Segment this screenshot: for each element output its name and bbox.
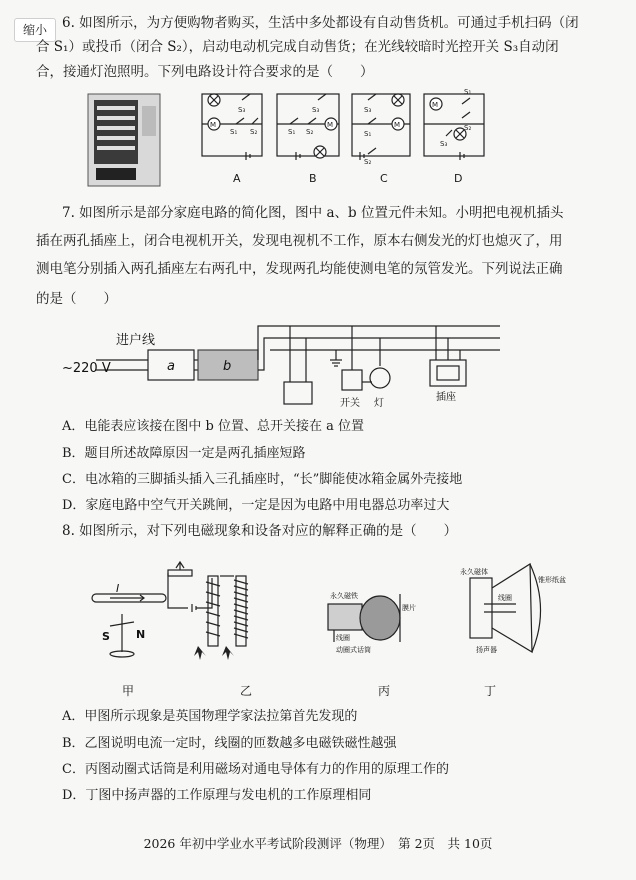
circuit-b-label: B <box>309 172 317 185</box>
svg-text:S₁: S₁ <box>464 88 472 96</box>
q7-option-d[interactable]: D．家庭电路中空气开关跳闸，一定是因为电路中用电器总功率过大 <box>62 498 450 513</box>
q8-option-d[interactable]: D．丁图中扬声器的工作原理与发电机的工作原理相同 <box>62 788 372 803</box>
page-footer: 2026 年初中学业水平考试阶段测评（物理） 第 2页 共 10页 <box>143 836 493 851</box>
box-b-label: b <box>223 359 232 374</box>
speaker-name-label: 扬声器 <box>476 646 497 654</box>
svg-text:S₃: S₃ <box>312 106 320 114</box>
svg-text:S₃: S₃ <box>238 106 246 114</box>
speaker-magnet-label: 永久磁体 <box>460 568 488 576</box>
q7-line-4: 的是（ ） <box>36 291 117 307</box>
svg-text:M: M <box>432 101 439 109</box>
speaker-coil-label: 线圈 <box>498 594 512 602</box>
svg-text:S₂: S₂ <box>364 158 372 164</box>
q7-line-3: 测电笔分别插入两孔插座左右两孔中，发现两孔均能使测电笔的氖管发光。下列说法正确 <box>36 261 563 277</box>
svg-text:S₁: S₁ <box>288 128 296 136</box>
q7-line-2: 插在两孔插座上，闭合电视机开关，发现电视机不工作，原本右侧发光的灯也熄灭了，用 <box>36 233 563 249</box>
svg-text:M: M <box>327 121 334 129</box>
lamp-label: 灯 <box>374 398 384 409</box>
incoming-line-label: 进户线 <box>116 333 156 348</box>
q8-option-b[interactable]: B．乙图说明电流一定时，线圈的匝数越多电磁铁磁性越强 <box>62 736 397 751</box>
q8-option-a[interactable]: A．甲图所示现象是英国物理学家法拉第首先发现的 <box>62 709 358 724</box>
vending-machine-image <box>86 92 162 188</box>
svg-text:M: M <box>210 121 217 129</box>
house-circuit-figure <box>60 316 520 416</box>
q6-line-3: 合，接通灯泡照明。下列电路设计符合要求的是（ ） <box>36 64 374 80</box>
mic-diaphragm-label: 膜片 <box>402 604 416 612</box>
svg-text:S₂: S₂ <box>464 124 472 132</box>
mic-name-label: 动圈式话筒 <box>336 646 371 654</box>
fig-bing-label: 丙 <box>378 684 391 698</box>
svg-text:S₃: S₃ <box>440 140 448 148</box>
speaker-cone-label: 锥形纸盆 <box>538 576 566 584</box>
socket-label: 插座 <box>436 392 456 403</box>
circuit-a-label: A <box>233 172 241 185</box>
q8-stem: 8. 如图所示，对下列电磁现象和设备对应的解释正确的是（ ） <box>62 523 458 539</box>
south-pole-label: S <box>102 630 110 643</box>
circuit-d-label: D <box>454 172 463 185</box>
q7-line-1: 7. 如图所示是部分家庭电路的简化图，图中 a、b 位置元件未知。小明把电视机插头 <box>62 205 564 221</box>
svg-text:M: M <box>394 121 401 129</box>
q8-figures <box>80 548 580 678</box>
mic-coil-label: 线圈 <box>336 634 350 642</box>
voltage-label: ~220 V <box>62 361 111 376</box>
fig-jia-label: 甲 <box>122 684 135 698</box>
q7-option-b[interactable]: B．题目所述故障原因一定是两孔插座短路 <box>62 446 306 461</box>
q6-line-2: 合 S₁）或投币（闭合 S₂），启动电动机完成自动售货；在光线较暗时光控开关 S₃自动闭 <box>36 39 559 55</box>
q8-option-c[interactable]: C．丙图动圈式话筒是利用磁场对通电导体有力的作用的原理工作的 <box>62 762 449 777</box>
fig-yi-label: 乙 <box>240 684 253 698</box>
current-label: I <box>116 582 120 595</box>
box-a-label: a <box>167 359 175 374</box>
switch-label: 开关 <box>340 398 360 409</box>
q7-option-a[interactable]: A．电能表应该接在图中 b 位置、总开关接在 a 位置 <box>62 419 364 434</box>
svg-text:S₁: S₁ <box>230 128 238 136</box>
north-pole-label: N <box>136 628 146 641</box>
svg-text:S₂: S₂ <box>250 128 258 136</box>
svg-text:S₃: S₃ <box>364 106 372 114</box>
svg-text:S₂: S₂ <box>306 128 314 136</box>
circuit-options-figure <box>192 84 492 164</box>
svg-text:S₁: S₁ <box>364 130 372 138</box>
q7-option-c[interactable]: C．电冰箱的三脚插头插入三孔插座时，“长”脚能使冰箱金属外壳接地 <box>62 472 463 487</box>
q6-line-1: 6. 如图所示，为方便购物者购买，生活中多处都设有自动售货机。可通过手机扫码（闭 <box>62 15 579 31</box>
fig-ding-label: 丁 <box>484 684 497 698</box>
mic-magnet-label: 永久磁铁 <box>330 592 358 600</box>
shrink-button[interactable]: 缩小 <box>14 18 56 42</box>
circuit-c-label: C <box>380 172 388 185</box>
